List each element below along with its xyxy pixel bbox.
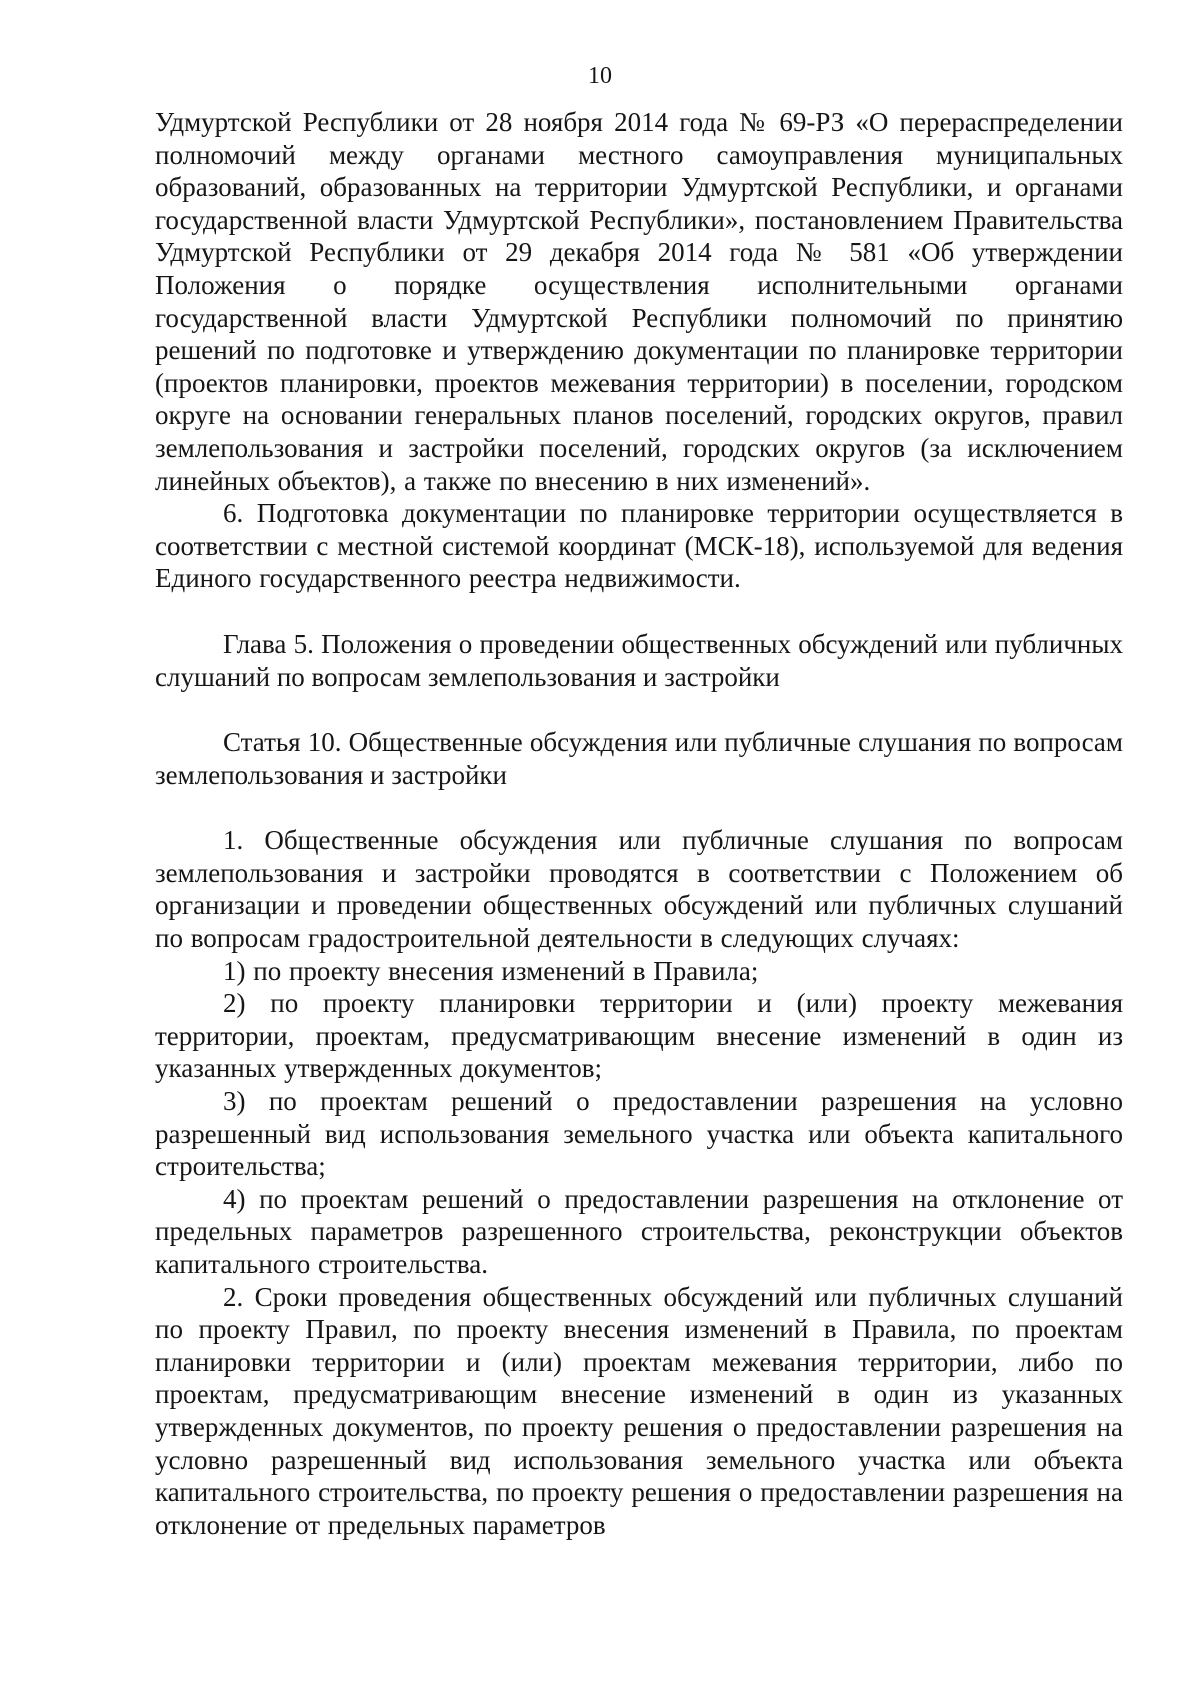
paragraph-item-2: 2. Сроки проведения общественных обсуждений или публичных слушаний по проекту Правил, по проекту внесения изменений в Правила, по проектам планировки территории и (или) проектам межевания территории, либо по проектам, предусматривающим внесение изменений в один из указанных утвержденных документов, по проекту решения о предоставлении разрешения на условно разрешенный вид использования земельного участка или объекта капитального строительства, по проекту решения о предоставлении разрешения на отклонение от предельных параметров — [155, 1281, 1123, 1540]
spacer — [155, 693, 1123, 726]
list-item-3: 3) по проектам решений о предоставлении разрешения на условно разрешенный вид использования земельного участка или объекта капитального строительства; — [155, 1086, 1123, 1182]
document-body — [155, 106, 1123, 1541]
chapter-heading: Глава 5. Положения о проведении общественных обсуждений или публичных слушаний по вопросам землепользования и застройки — [155, 628, 1123, 692]
article-heading: Статья 10. Общественные обсуждения или публичные слушания по вопросам землепользования и застройки — [155, 727, 1123, 790]
list-item-4: 4) по проектам решений о предоставлении разрешения на отклонение от предельных параметров разрешенного строительства, реконструкции объектов капитального строительства. — [155, 1183, 1123, 1279]
paragraph-continuation: Удмуртской Республики от 28 ноября 2014 года № 69-РЗ «О перераспределении полномочий между органами местного самоуправления муниципальных образований, образованных на территории Удмуртской Республики, и органами государственной власти Удмуртской Республики», постановлением Правительства Удмуртской Республики от 29 декабря 2014 года № 581 «Об утверждении Положения о порядке осуществления исполнительными органами государственной власти Удмуртской Республики полномочий по принятию решений по подготовке и утверждению документации по планировке территории (проектов планировки, проектов межевания территории) в поселении, городском округе на основании генеральных планов поселений, городских округов, правил землепользования и застройки поселений, городских округов (за исключением линейных объектов), а также по внесению в них изменений». — [155, 107, 1123, 496]
spacer — [155, 791, 1123, 824]
list-item-1: 1) по проекту внесения изменений в Правила; — [223, 955, 759, 986]
page-number: 10 — [588, 63, 612, 89]
list-item-2: 2) по проекту планировки территории и (или) проекту межевания территории, проектам, предусматривающим внесение изменений в один из указанных утвержденных документов; — [155, 988, 1123, 1084]
paragraph-item-1: 1. Общественные обсуждения или публичные слушания по вопросам землепользования и застройки проводятся в соответствии с Положением об организации и проведении общественных обсуждений или публичных слушаний по вопросам градостроительной деятельности в следующих случаях: — [155, 825, 1123, 954]
spacer — [155, 595, 1123, 628]
paragraph-item-6: 6. Подготовка документации по планировке территории осуществляется в соответствии с местной системой координат (МСК-18), используемой для ведения Единого государственного реестра недвижимости. — [155, 498, 1123, 594]
